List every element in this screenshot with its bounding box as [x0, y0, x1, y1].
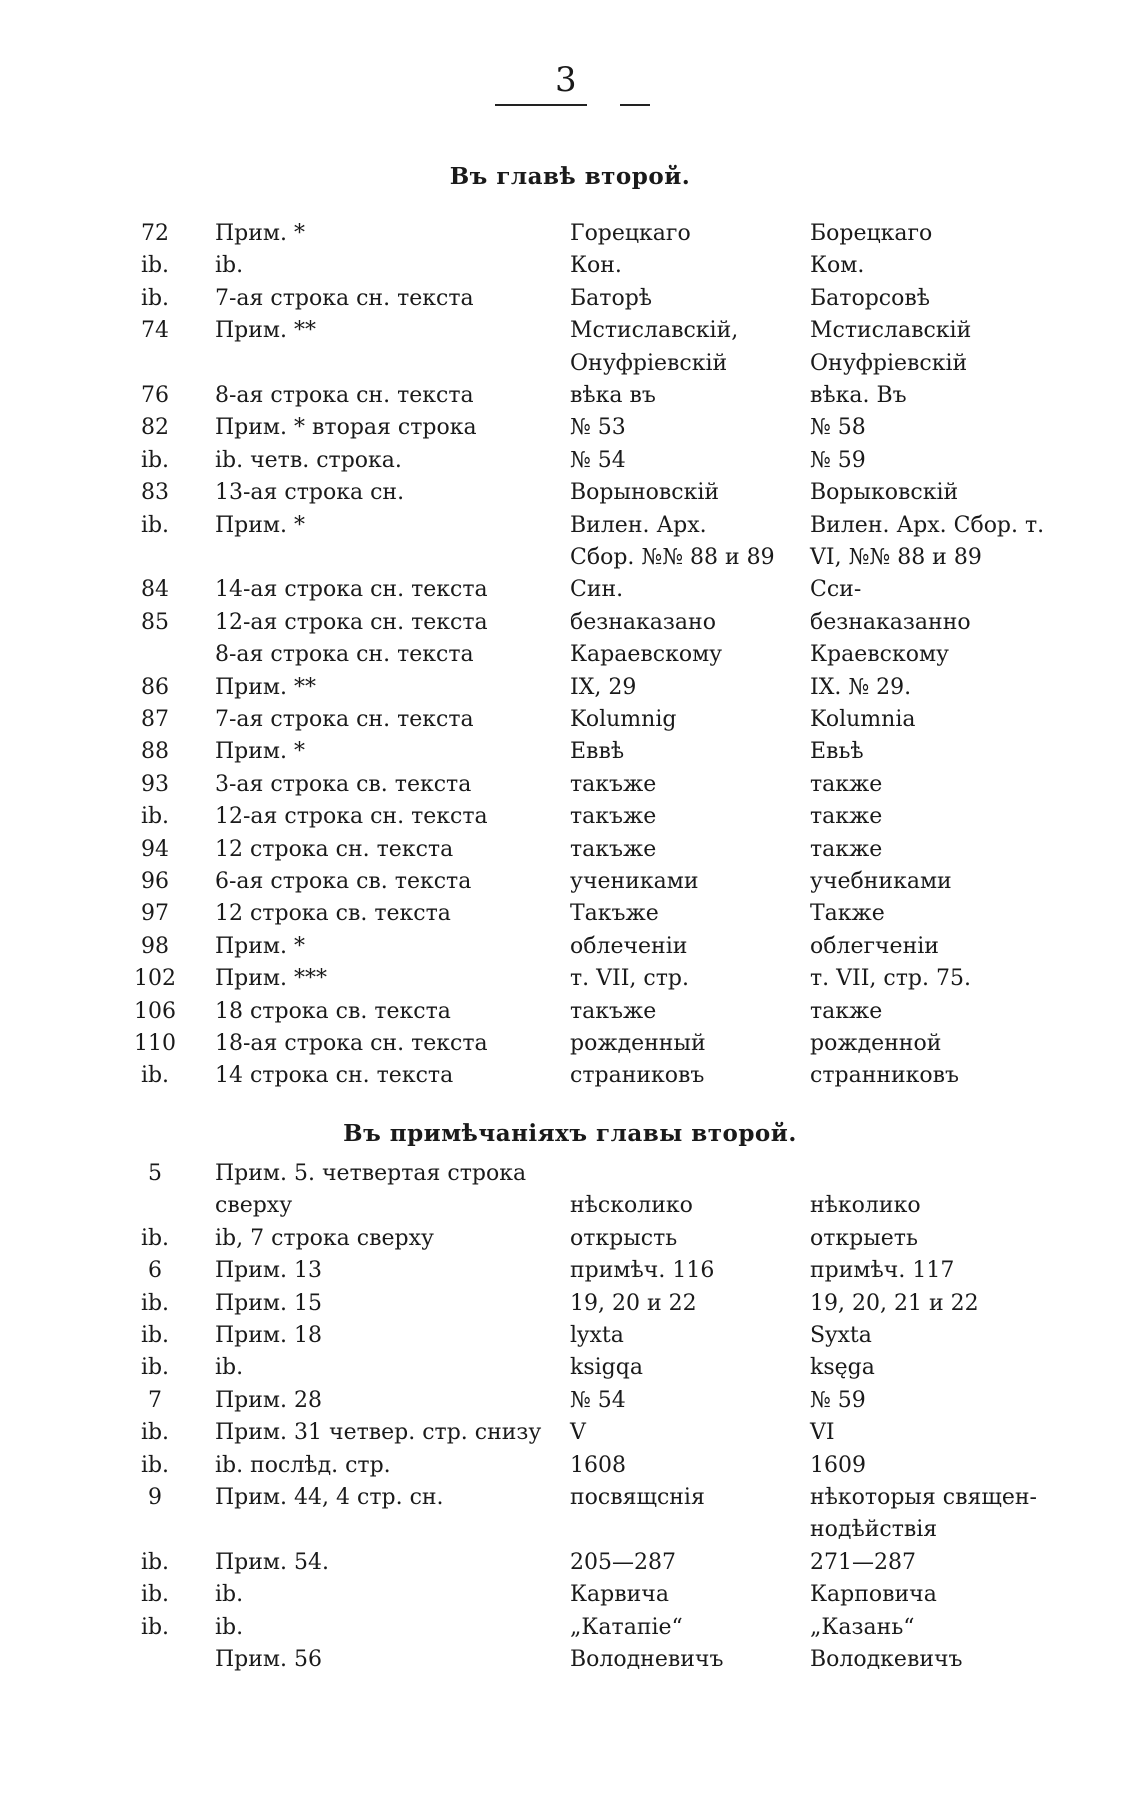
printed-text: Караевскому — [570, 642, 723, 667]
corrected-text: безнаказанно — [810, 610, 971, 635]
location: сверху — [215, 1193, 293, 1218]
corrected-text: Ком. — [810, 253, 865, 278]
page-ref: ib. — [140, 1420, 170, 1445]
corrected-text: Евьѣ — [810, 739, 864, 764]
header-rule-left — [495, 104, 587, 106]
corrected-text: Сси- — [810, 577, 862, 602]
printed-text: Kolumnig — [570, 707, 677, 732]
page-ref: ib. — [140, 1323, 170, 1348]
location: 14 строка сн. текста — [215, 1063, 454, 1088]
location: ib. — [215, 1582, 244, 1607]
location: ib. — [215, 1615, 244, 1640]
corrected-text: ksęga — [810, 1355, 875, 1380]
location: Прим. 54. — [215, 1550, 330, 1575]
page-ref: ib. — [140, 1063, 170, 1088]
printed-text: Горецкаго — [570, 221, 691, 246]
section-heading: Въ примѣчаніяхъ главы второй. — [343, 1120, 797, 1147]
corrected-text: Володкевичъ — [810, 1647, 963, 1672]
page-ref: 9 — [148, 1485, 162, 1510]
location: Прим. 28 — [215, 1388, 323, 1413]
corrected-text: т. VII, стр. 75. — [810, 966, 971, 991]
printed-text: т. VII, стр. — [570, 966, 689, 991]
corrected-text: Ворыковскій — [810, 480, 959, 505]
page-ref: 82 — [141, 415, 169, 440]
page-ref: 86 — [141, 675, 169, 700]
page-ref: ib. — [140, 1226, 170, 1251]
page-header — [0, 60, 1140, 120]
page-ref: ib. — [140, 513, 170, 538]
location: Прим. * — [215, 739, 306, 764]
page-ref: 5 — [148, 1161, 162, 1186]
corrected-text: IX. № 29. — [810, 675, 912, 700]
location: ib. четв. строка. — [215, 448, 402, 473]
printed-text: Такъже — [570, 901, 659, 926]
corrected-text: Также — [810, 901, 885, 926]
page-ref: ib. — [140, 804, 170, 829]
header-rule-right — [620, 104, 650, 106]
printed-text: Син. — [570, 577, 624, 602]
page-ref: 84 — [141, 577, 169, 602]
location: Прим. * — [215, 221, 306, 246]
location: Прим. 31 четвер. стр. снизу — [215, 1420, 542, 1445]
printed-text: такъже — [570, 772, 657, 797]
location: Прим. * — [215, 934, 306, 959]
corrected-text: Баторсовѣ — [810, 286, 931, 311]
page-ref: ib. — [140, 286, 170, 311]
printed-text: Мстиславскій, — [570, 318, 739, 343]
location: 18-ая строка сн. текста — [215, 1031, 488, 1056]
printed-text: № 53 — [570, 415, 626, 440]
corrected-text: странниковъ — [810, 1063, 960, 1088]
corrected-text: Kolumnia — [810, 707, 916, 732]
printed-text: 19, 20 и 22 — [570, 1291, 697, 1316]
corrected-text: также — [810, 837, 883, 862]
location: 18 строка св. текста — [215, 999, 451, 1024]
printed-text: открысть — [570, 1226, 678, 1251]
page-ref: ib. — [140, 253, 170, 278]
corrected-text: № 59 — [810, 1388, 866, 1413]
page-ref: 72 — [141, 221, 169, 246]
printed-text: Вилен. Арх. — [570, 513, 707, 538]
corrected-text: открыеть — [810, 1226, 918, 1251]
printed-text: учениками — [570, 869, 699, 894]
location: 7-ая строка сн. текста — [215, 286, 474, 311]
printed-text: lyxta — [570, 1323, 624, 1348]
page-ref: 97 — [141, 901, 169, 926]
location: Прим. 44, 4 стр. сн. — [215, 1485, 444, 1510]
location: 12-ая строка сн. текста — [215, 610, 488, 635]
corrected-text: Краевскому — [810, 642, 950, 667]
corrected-text: № 58 — [810, 415, 866, 440]
location: Прим. ** — [215, 675, 317, 700]
corrected-text: 1609 — [810, 1453, 866, 1478]
location: 14-ая строка сн. текста — [215, 577, 488, 602]
page-ref: 74 — [141, 318, 169, 343]
page-ref: 106 — [134, 999, 176, 1024]
page-ref: 102 — [134, 966, 176, 991]
corrected-text: также — [810, 772, 883, 797]
location: 7-ая строка сн. текста — [215, 707, 474, 732]
location: 12 строка сн. текста — [215, 837, 454, 862]
location: Прим. 18 — [215, 1323, 323, 1348]
printed-text: 205—287 — [570, 1550, 676, 1575]
corrected-text: Вилен. Арх. Сбор. т. — [810, 513, 1045, 538]
printed-text: Володневичъ — [570, 1647, 724, 1672]
page-ref: 7 — [148, 1388, 162, 1413]
location: 8-ая строка сн. текста — [215, 383, 474, 408]
corrected-text: VI — [810, 1420, 835, 1445]
corrected-text: также — [810, 804, 883, 829]
printed-text: Карвича — [570, 1582, 669, 1607]
printed-text: такъже — [570, 837, 657, 862]
page-ref: ib. — [140, 1453, 170, 1478]
corrected-text: нодѣйствія — [810, 1517, 938, 1542]
location: Прим. 56 — [215, 1647, 323, 1672]
location: 12 строка св. текста — [215, 901, 451, 926]
location: ib, 7 строка сверху — [215, 1226, 434, 1251]
printed-text: безнаказано — [570, 610, 716, 635]
corrected-text: рожденной — [810, 1031, 942, 1056]
page-ref: ib. — [140, 1355, 170, 1380]
page-ref: ib. — [140, 448, 170, 473]
printed-text: примѣч. 116 — [570, 1258, 715, 1283]
corrected-text: VI, №№ 88 и 89 — [810, 545, 982, 570]
page-ref: 87 — [141, 707, 169, 732]
printed-text: V — [570, 1420, 586, 1445]
section-heading: Въ главѣ второй. — [449, 163, 691, 190]
printed-text: страниковъ — [570, 1063, 705, 1088]
corrected-text: Борецкаго — [810, 221, 933, 246]
location: ib. — [215, 253, 244, 278]
printed-text: Онуфріевскій — [570, 351, 728, 376]
printed-text: № 54 — [570, 448, 626, 473]
printed-text: нѣсколико — [570, 1193, 693, 1218]
page-ref: 83 — [141, 480, 169, 505]
corrected-text: нѣкоторыя священ- — [810, 1485, 1037, 1510]
printed-text: Кон. — [570, 253, 622, 278]
location: 3-ая строка св. текста — [215, 772, 472, 797]
corrected-text: Мстиславскій — [810, 318, 972, 343]
printed-text: рожденный — [570, 1031, 706, 1056]
printed-text: IX, 29 — [570, 675, 637, 700]
page-number: 3 — [555, 60, 577, 100]
page-ref: 88 — [141, 739, 169, 764]
page-ref: 76 — [141, 383, 169, 408]
page-ref: ib. — [140, 1582, 170, 1607]
page-ref: 6 — [148, 1258, 162, 1283]
corrected-text: примѣч. 117 — [810, 1258, 955, 1283]
location: Прим. 15 — [215, 1291, 323, 1316]
location: Прим. *** — [215, 966, 328, 991]
printed-text: 1608 — [570, 1453, 626, 1478]
location: 12-ая строка сн. текста — [215, 804, 488, 829]
printed-text: Сбор. №№ 88 и 89 — [570, 545, 775, 570]
location: ib. — [215, 1355, 244, 1380]
corrected-text: 19, 20, 21 и 22 — [810, 1291, 979, 1316]
corrected-text: 271—287 — [810, 1550, 916, 1575]
corrected-text: Syxta — [810, 1323, 872, 1348]
location: Прим. ** — [215, 318, 317, 343]
corrected-text: вѣка. Въ — [810, 383, 907, 408]
page-ref: ib. — [140, 1615, 170, 1640]
corrected-text: № 59 — [810, 448, 866, 473]
page-ref: ib. — [140, 1550, 170, 1575]
page-ref: 96 — [141, 869, 169, 894]
page-ref: 93 — [141, 772, 169, 797]
printed-text: облеченіи — [570, 934, 688, 959]
printed-text: „Катапіе“ — [570, 1615, 683, 1640]
printed-text: вѣка въ — [570, 383, 656, 408]
location: Прим. * вторая строка — [215, 415, 477, 440]
corrected-text: облегченіи — [810, 934, 939, 959]
location: 13-ая строка сн. — [215, 480, 405, 505]
printed-text: такъже — [570, 804, 657, 829]
printed-text: № 54 — [570, 1388, 626, 1413]
corrected-text: Онуфріевскій — [810, 351, 968, 376]
location: Прим. 13 — [215, 1258, 323, 1283]
corrected-text: также — [810, 999, 883, 1024]
page-ref: 94 — [141, 837, 169, 862]
page-ref: 98 — [141, 934, 169, 959]
corrected-text: нѣколико — [810, 1193, 921, 1218]
location: Прим. * — [215, 513, 306, 538]
printed-text: Баторѣ — [570, 286, 653, 311]
location: 8-ая строка сн. текста — [215, 642, 474, 667]
location: Прим. 5. четвертая строка — [215, 1161, 527, 1186]
printed-text: такъже — [570, 999, 657, 1024]
location: ib. послѣд. стр. — [215, 1453, 391, 1478]
printed-text: Ворыновскій — [570, 480, 720, 505]
printed-text: Еввѣ — [570, 739, 625, 764]
page-ref: 85 — [141, 610, 169, 635]
page-ref: 110 — [134, 1031, 176, 1056]
printed-text: ksigqa — [570, 1355, 643, 1380]
location: 6-ая строка св. текста — [215, 869, 472, 894]
corrected-text: учебниками — [810, 869, 952, 894]
page-ref: ib. — [140, 1291, 170, 1316]
printed-text: посвящснія — [570, 1485, 705, 1510]
corrected-text: „Казань“ — [810, 1615, 915, 1640]
corrected-text: Карповича — [810, 1582, 937, 1607]
